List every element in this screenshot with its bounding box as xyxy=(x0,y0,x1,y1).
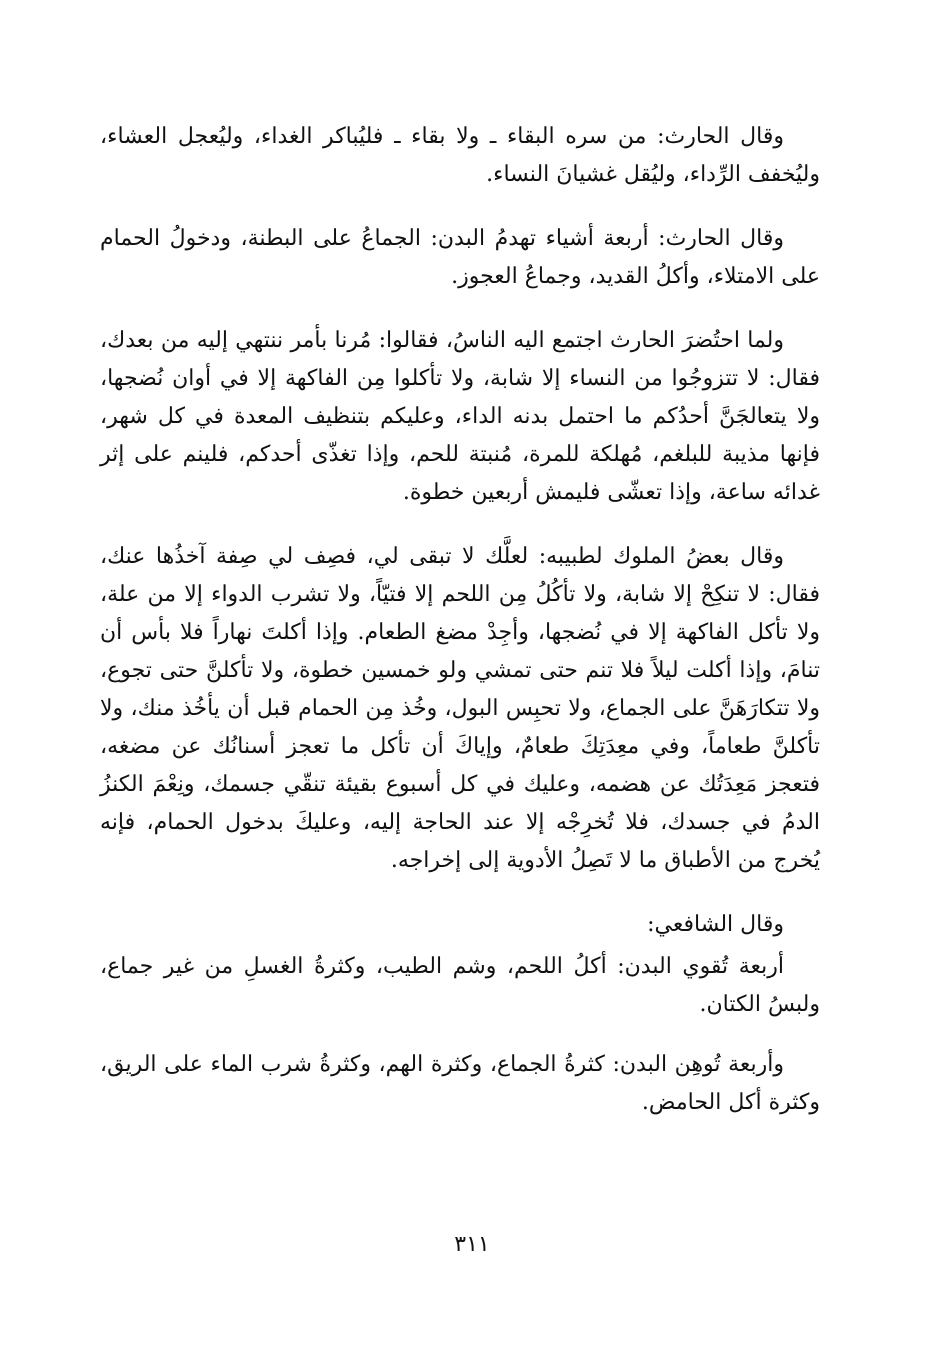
paragraph-king-physician: وقال بعضُ الملوك لطبيبه: لعلَّك لا تبقى لي، فصِف لي صِفة آخذُها عنك، فقال: لا تنكِحْ إلا شابة، ولا تأكُلُ مِن اللحم إلا فتيّاً، ولا تشرب الدواء إلا من علة، ولا تأكل الفاكهة إلا في نُضجها، وأجِدْ مضغ الطعام. وإذا أكلتَ نهاراً فلا بأس أن تنامَ، وإذا أكلت ليلاً فلا تنم حتى تمشي ولو خمسين خطوة، ولا تأكلنَّ حتى تجوع، ولا تتكارَهَنَّ على الجماع، ولا تحبِس البول، وخُذ مِن الحمام قبل أن يأخُذ منك، ولا تأكلنَّ طعاماً، وفي معِدَتِكَ طعامٌ، وإياكَ أن تأكل ما تعجز أسنانُك عن مضغه، فتعجز مَعِدَتُك عن هضمه، وعليك في كل أسبوع بقيئة تنقّي جسمك، ونِعْمَ الكنزُ الدمُ في جسدك، فلا تُخرِجْه إلا عند الحاجة إليه، وعليكَ بدخول الحمام، فإنه يُخرج من الأطباق ما لا تَصِلُ الأدوية إلى إخراجه. xyxy=(100,544,820,873)
page-number: ٣١١ xyxy=(454,1232,490,1257)
paragraph-harith-four-harms: وقال الحارث: أربعة أشياء تهدمُ البدن: الجماعُ على البطنة، ودخولُ الحمام على الامتلاء، وأكلُ القديد، وجماعُ العجوز. xyxy=(100,226,820,289)
paragraph-harith-deathbed: ولما احتُضرَ الحارث اجتمع اليه الناسُ، فقالوا: مُرنا بأمر ننتهي إليه من بعدك، فقال: لا تتزوجُوا من النساء إلا شابة، ولا تأكلوا مِن الفاكهة إلا في أوان نُضجها، ولا يتعالجَنَّ أحدُكم ما احتمل بدنه الداء، وعليكم بتنظيف المعدة في كل شهر، فإنها مذيبة للبلغم، مُهلكة للمرة، مُنبتة للحم، وإذا تغذّى أحدكم، فلينم على إثر غدائه ساعة، وإذا تعشّى فليمش أربعين خطوة. xyxy=(100,328,820,505)
paragraph-shafii-intro: وقال الشافعي: xyxy=(647,912,784,937)
page-body xyxy=(100,118,820,1148)
paragraph-shafii-strengthen: أربعة تُقوي البدن: أكلُ اللحم، وشم الطيب، وكثرةُ الغسلِ من غير جماع، ولبسُ الكتان. xyxy=(100,954,820,1017)
paragraph-harith-longevity: وقال الحارث: من سره البقاء ـ ولا بقاء ـ فليُباكر الغداء، وليُعجل العشاء، وليُخفف الرِّداء، وليُقل غشيانَ النساء. xyxy=(100,124,820,187)
paragraph-shafii-weaken: وأربعة تُوهِن البدن: كثرةُ الجماع، وكثرة الهم، وكثرةُ شرب الماء على الريق، وكثرة أكل الحامض. xyxy=(100,1052,820,1115)
